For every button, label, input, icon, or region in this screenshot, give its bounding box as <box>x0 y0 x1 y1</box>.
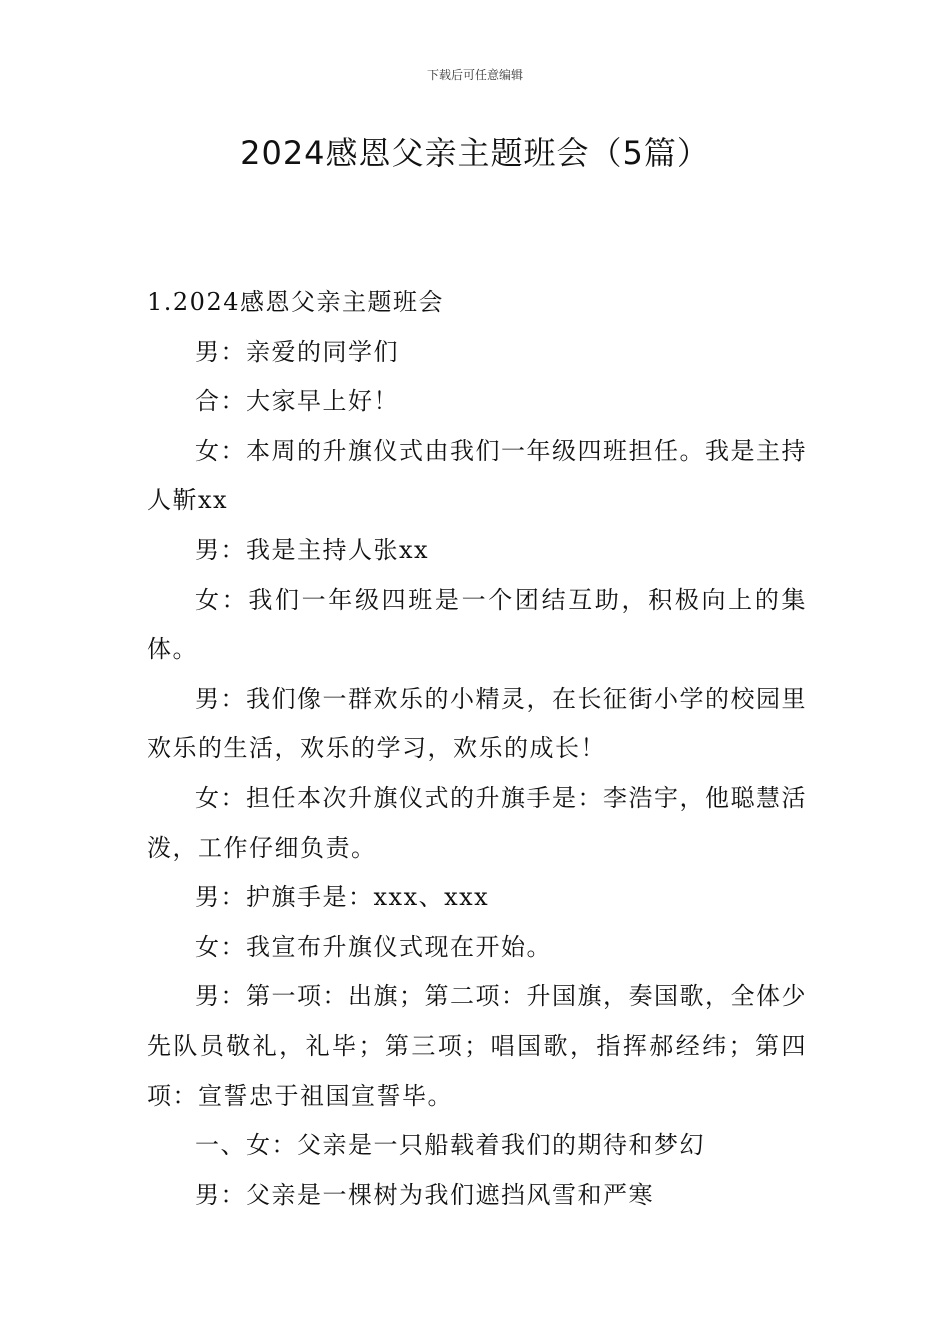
paragraph: 女：我们一年级四班是一个团结互助，积极向上的集体。 <box>147 585 807 664</box>
paragraph: 男：亲爱的同学们 <box>195 337 399 366</box>
paragraph: 女：我宣布升旗仪式现在开始。 <box>195 932 552 961</box>
header-note: 下载后可任意编辑 <box>426 68 523 82</box>
paragraph: 男：护旗手是：xxx、xxx <box>195 883 490 912</box>
paragraph: 女：本周的升旗仪式由我们一年级四班担任。我是主持人靳xx <box>147 436 807 515</box>
section-heading: 1.2024感恩父亲主题班会 <box>147 288 444 316</box>
paragraph: 一、女：父亲是一只船载着我们的期待和梦幻 <box>195 1131 705 1160</box>
paragraph: 男：我们像一群欢乐的小精灵，在长征街小学的校园里欢乐的生活，欢乐的学习，欢乐的成长！ <box>147 684 807 763</box>
paragraph: 男：我是主持人张xx <box>195 535 430 564</box>
paragraph: 合：大家早上好！ <box>195 387 399 416</box>
document-body <box>147 278 807 1220</box>
paragraph: 男：父亲是一棵树为我们遮挡风雪和严寒 <box>195 1180 654 1209</box>
paragraph: 男：第一项：出旗；第二项：升国旗，奏国歌，全体少先队员敬礼，礼毕；第三项；唱国歌，指挥郝经纬；第四项：宣誓忠于祖国宣誓毕。 <box>147 982 807 1110</box>
document-title: 2024感恩父亲主题班会（5篇） <box>240 134 710 172</box>
paragraph: 女：担任本次升旗仪式的升旗手是：李浩宇，他聪慧活泼，工作仔细负责。 <box>147 783 807 862</box>
